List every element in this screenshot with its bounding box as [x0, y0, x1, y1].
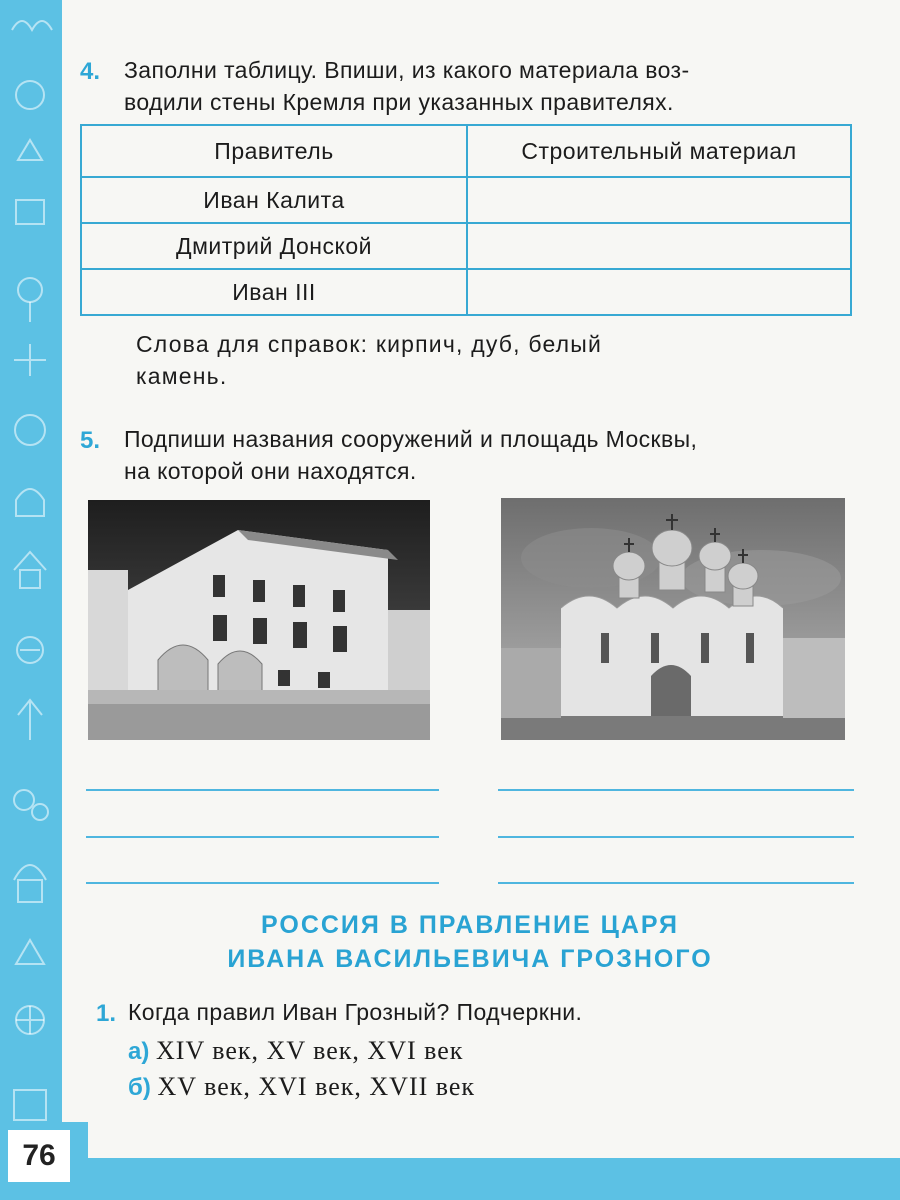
- rulers-table: [80, 124, 852, 316]
- cathedral-photo: [501, 498, 845, 740]
- task-5-text-line1: Подпиши названия сооружений и площадь Москвы,: [124, 426, 698, 452]
- answer-line[interactable]: [498, 882, 854, 884]
- task-4-number: 4.: [80, 58, 101, 85]
- answer-line[interactable]: [86, 836, 439, 838]
- section-title-line1: РОССИЯ В ПРАВЛЕНИЕ ЦАРЯ: [261, 911, 679, 939]
- task-5-number: 5.: [80, 427, 101, 454]
- table-header-row: [81, 125, 851, 177]
- header-material: Строительный материал: [467, 125, 851, 177]
- bottom-decoration-band: [0, 1158, 900, 1200]
- page-number-box: [0, 1122, 88, 1200]
- option-a[interactable]: [128, 1036, 463, 1066]
- decorative-icons: [0, 0, 62, 1150]
- ruler-cell: Дмитрий Донской: [81, 223, 467, 269]
- page-number: 76: [8, 1130, 70, 1182]
- reference-words-line2: камень.: [136, 363, 228, 389]
- palace-photo: [88, 500, 430, 740]
- header-ruler: Правитель: [81, 125, 467, 177]
- table-row: [81, 177, 851, 223]
- material-answer-cell[interactable]: [467, 177, 851, 223]
- task-5-text-line2: на которой они находятся.: [124, 458, 417, 484]
- material-answer-cell[interactable]: [467, 269, 851, 315]
- section-title-line2: ИВАНА ВАСИЛЬЕВИЧА ГРОЗНОГО: [227, 945, 713, 973]
- answer-line[interactable]: [86, 789, 439, 791]
- answer-line[interactable]: [498, 789, 854, 791]
- table-row: [81, 269, 851, 315]
- reference-words-line1: Слова для справок: кирпич, дуб, белый: [136, 331, 603, 357]
- option-b[interactable]: [128, 1072, 475, 1102]
- side-decoration-strip: [0, 0, 62, 1150]
- task-1-number: 1.: [96, 1000, 117, 1027]
- task-1-text: Когда правил Иван Грозный? Подчеркни.: [128, 999, 583, 1025]
- table-row: [81, 223, 851, 269]
- material-answer-cell[interactable]: [467, 223, 851, 269]
- ruler-cell: Иван Калита: [81, 177, 467, 223]
- option-b-label: б): [128, 1074, 151, 1101]
- answer-line[interactable]: [498, 836, 854, 838]
- option-a-value[interactable]: XIV век, XV век, XVI век: [156, 1036, 464, 1065]
- task-4-text-line1: Заполни таблицу. Впиши, из какого материала воз-: [124, 57, 690, 83]
- option-a-label: а): [128, 1038, 150, 1065]
- option-b-value[interactable]: XV век, XVI век, XVII век: [157, 1072, 476, 1101]
- answer-line[interactable]: [86, 882, 439, 884]
- task-4-text-line2: водили стены Кремля при указанных правителях.: [124, 89, 674, 115]
- ruler-cell: Иван III: [81, 269, 467, 315]
- reference-words: [136, 328, 852, 392]
